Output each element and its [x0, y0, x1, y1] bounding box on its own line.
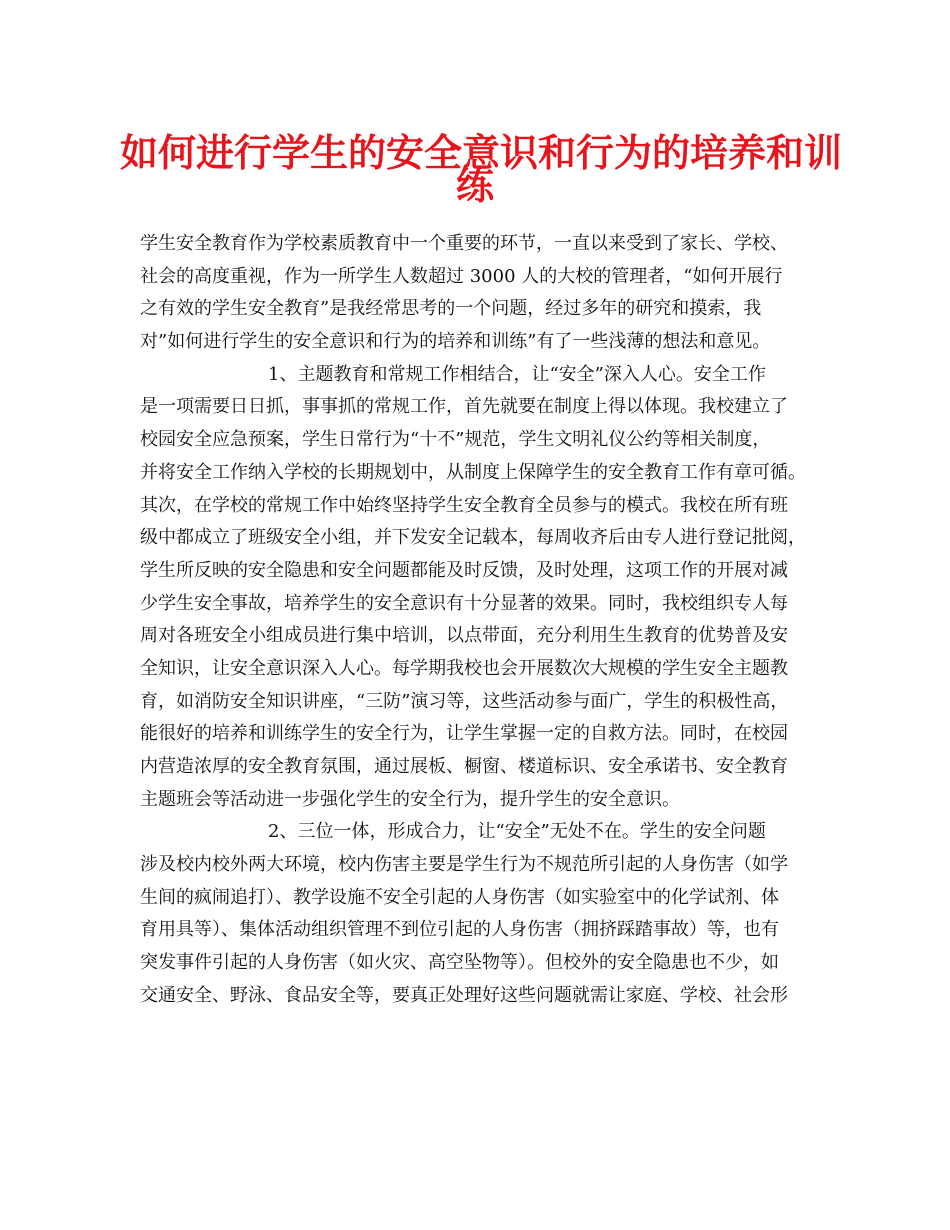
text-line: 是一项需要日日抓，事事抓的常规工作，首先就要在制度上得以体现。我校建立了	[140, 396, 788, 418]
text-line: 育用具等）、集体活动组织管理不到位引起的人身伤害（拥挤踩踏事故）等，也有	[140, 919, 779, 941]
text-line: 全知识，让安全意识深入人心。每学期我校也会开展数次大规模的学生安全主题教	[140, 657, 788, 679]
text-line: 内营造浓厚的安全教育氛围，通过展板、橱窗、楼道标识、安全承诺书、安全教育	[140, 756, 788, 777]
text-line: 对”如何进行学生的安全意识和行为的培养和训练”有了一些浅薄的想法和意见。	[140, 331, 771, 353]
text-line: 主题班会等活动进一步强化学生的安全行为，提升学生的安全意识。	[140, 788, 680, 810]
body-text	[140, 228, 820, 1013]
text-line: 生间的疯闹追打）、教学设施不安全引起的人身伤害（如实验室中的化学试剂、体	[140, 886, 779, 908]
text-line: 之有效的学生安全教育”是我经常思考的一个问题，经过多年的研究和摸索，我	[140, 298, 762, 320]
text-line: 涉及校内校外两大环境，校内伤害主要是学生行为不规范所引起的人身伤害（如学	[140, 854, 788, 876]
page-title	[120, 126, 843, 208]
text-line: 突发事件引起的人身伤害（如火灾、高空坠物等）。但校外的安全隐患也不少，如	[140, 952, 779, 974]
text-line: 1、主题教育和常规工作相结合，让“安全”深入人心。安全工作	[268, 363, 766, 385]
text-line: 学生安全教育作为学校素质教育中一个重要的环节，一直以来受到了家长、学校、	[140, 233, 788, 254]
title-line: 练	[455, 162, 494, 208]
text-line: 学生所反映的安全隐患和安全问题都能及时反馈，及时处理，这项工作的开展对减	[140, 559, 788, 581]
text-line: 校园安全应急预案，学生日常行为“十不”规范，学生文明礼仪公约等相关制度，	[140, 429, 771, 451]
text-line: 并将安全工作纳入学校的长期规划中，从制度上保障学生的安全教育工作有章可循。	[140, 461, 806, 483]
text-line: 少学生安全事故，培养学生的安全意识有十分显著的效果。同时，我校组织专人每	[140, 592, 788, 614]
text-line: 其次，在学校的常规工作中始终坚持学生安全教育全员参与的模式。我校在所有班	[140, 494, 788, 516]
text-line: 级中都成立了班级安全小组，并下发安全记载本，每周收齐后由专人进行登记批阅，	[140, 527, 806, 549]
text-line: 交通安全、野泳、食品安全等，要真正处理好这些问题就需让家庭、学校、社会形	[140, 984, 788, 1006]
text-line: 育，如消防安全知识讲座，“三防”演习等，这些活动参与面广，学生的积极性高，	[140, 690, 789, 712]
text-line: 2、三位一体，形成合力，让“安全”无处不在。学生的安全问题	[268, 821, 766, 843]
text-line: 能很好的培养和训练学生的安全行为，让学生掌握一定的自救方法。同时，在校园	[140, 723, 788, 745]
text-line: 社会的高度重视，作为一所学生人数超过 3000 人的大校的管理者，“如何开展行	[140, 265, 783, 287]
title-line: 如何进行学生的安全意识和行为的培养和训	[120, 130, 843, 175]
text-line: 周对各班安全小组成员进行集中培训，以点带面，充分利用生生教育的优势普及安	[140, 625, 788, 647]
